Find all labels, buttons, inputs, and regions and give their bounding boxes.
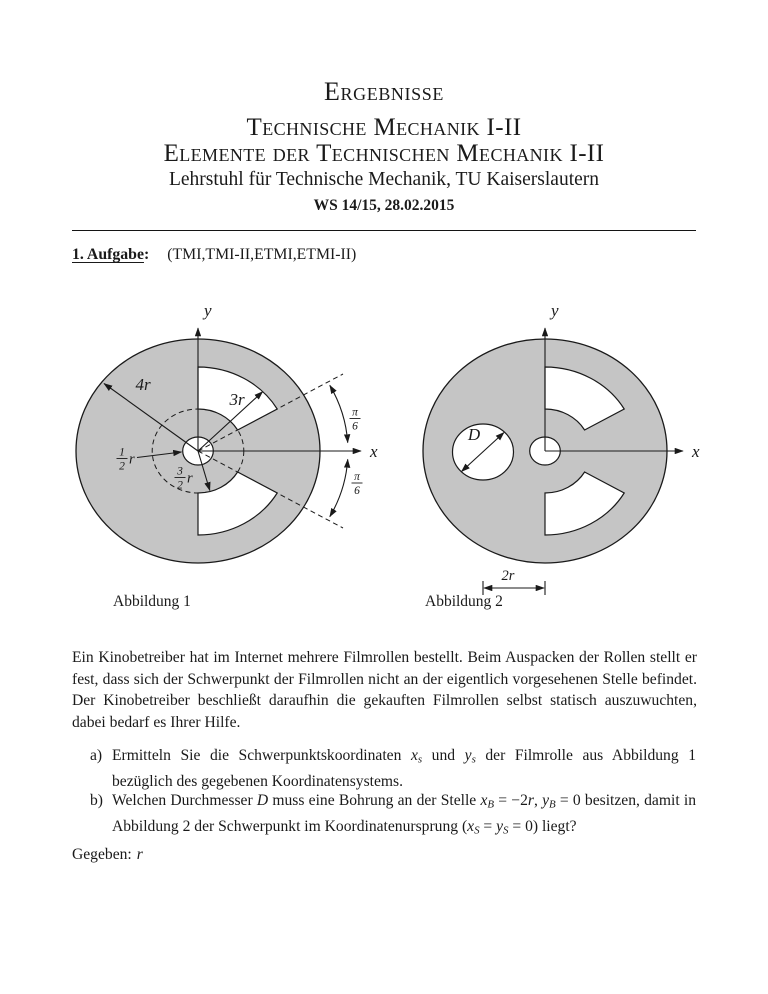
fig1-angle-arc-upper <box>330 385 348 442</box>
figure-2-caption: Abbildung 2 <box>425 593 503 610</box>
fig2-bore-diameter-label: D <box>467 425 481 444</box>
fig2-offset-dimension <box>483 568 545 595</box>
intro-paragraph: Ein Kinobetreiber hat im Internet mehrere Filmrollen bestellt. Beim Auspacken der Rollen stellt er fest, dass sich der Schwerpunkt der Filmrollen nicht an der eigentlich vorgesehenen Stelle befindet. Der Kinobetreiber beschließt daraufhin die gekauften Filmrollen selbst statisch auszuwuchten, dabei bedarf es Ihrer Hilfe. <box>72 649 697 731</box>
item-b-marker: b) <box>90 792 103 809</box>
task-colon: : <box>143 246 150 263</box>
task-courses: (TMI,TMI-II,ETMI,ETMI-II) <box>167 246 357 263</box>
fig1-threehalf-r-den: 2 <box>177 479 183 492</box>
figure-1 <box>60 290 390 608</box>
fig1-threehalf-r-num: 3 <box>177 465 183 478</box>
task-heading <box>72 246 356 264</box>
fig1-angle-lower-label <box>352 471 363 497</box>
item-a-marker: a) <box>90 747 103 764</box>
fig1-y-axis-label: y <box>204 301 212 320</box>
fig1-angle-arc-lower <box>330 459 348 516</box>
fig2-y-axis-label: y <box>551 301 559 320</box>
page-title-line1: Technische Mechanik I-II <box>246 114 522 141</box>
fig2-offset-label: 2r <box>501 568 515 584</box>
subtitle: Lehrstuhl für Technische Mechanik, TU Kaiserslautern <box>168 169 600 190</box>
fig1-half-r-den: 2 <box>119 460 125 473</box>
given-label: Gegeben: <box>72 846 132 863</box>
fig1-angle-upper-num: π <box>352 406 358 419</box>
item-b-text: Welchen Durchmesser D muss eine Bohrung an der Stelle xB = −2r, yB = 0 besitzen, damit in Abbildung 2 der Schwerpunkt im Koordinatenursprung (xS = yS = 0) liegt? <box>112 792 696 838</box>
horizontal-rule <box>72 230 696 231</box>
figure-2 <box>400 290 730 620</box>
date-line: WS 14/15, 28.02.2015 <box>313 197 455 214</box>
figure-1-caption: Abbildung 1 <box>113 593 191 610</box>
page-title-line2: Elemente der Technischen Mechanik I-II <box>163 140 605 167</box>
fig1-angle-upper-den: 6 <box>352 420 358 433</box>
fig1-angle-upper-label <box>350 407 361 433</box>
item-a-text: Ermitteln Sie die Schwerpunktskoordinaten xs und ys der Filmrolle aus Abbildung 1 bezüglich des gegebenen Koordinatensystems. <box>112 747 696 791</box>
kicker-title: Ergebnisse <box>324 77 444 106</box>
task-item-b <box>90 790 696 843</box>
fig1-x-axis-label: x <box>370 442 378 461</box>
fig1-angle-lower-den: 6 <box>354 485 360 497</box>
task-item-a <box>90 745 696 793</box>
given-symbol: r <box>136 846 143 863</box>
fig1-3r-label: 3r <box>229 390 245 409</box>
task-number: 1. Aufgabe <box>72 246 144 263</box>
fig1-half-r-num: 1 <box>119 446 125 459</box>
fig1-angle-lower-num: π <box>354 471 360 483</box>
fig1-half-r-suffix: r <box>129 451 135 468</box>
fig1-threehalf-r-suffix: r <box>187 470 193 487</box>
fig2-x-axis-label: x <box>692 442 700 461</box>
fig1-4r-label: 4r <box>135 375 151 394</box>
given-line <box>72 846 143 864</box>
